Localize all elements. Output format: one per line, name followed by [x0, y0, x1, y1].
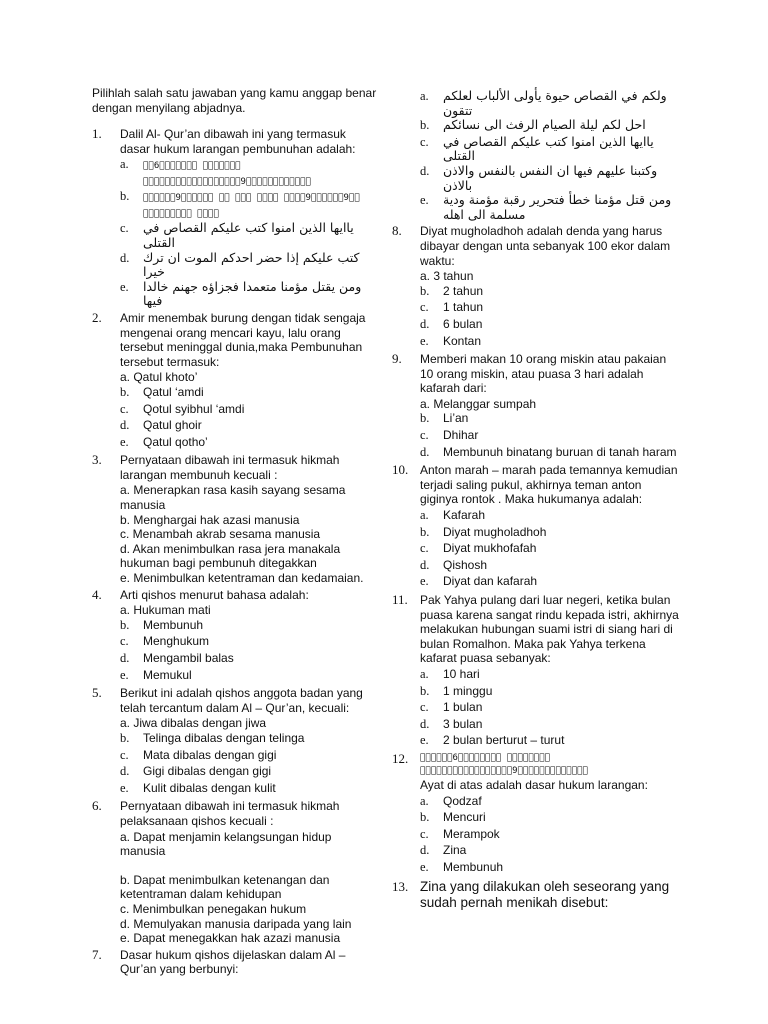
option-letter: a. — [420, 666, 429, 681]
answer-option[interactable] — [120, 917, 378, 932]
question-text: Berikut ini adalah qishos anggota badan yang telah tercantum dalam Al – Qur’an, kecuali: — [120, 686, 363, 715]
option-text: e. Menimbulkan ketentraman dan kedamaian. — [120, 571, 364, 586]
option-letter: d. — [420, 163, 430, 178]
answer-option[interactable] — [120, 716, 378, 731]
option-letter: c. — [420, 428, 429, 443]
answer-option[interactable] — [420, 269, 682, 284]
question-number: 9. — [392, 351, 402, 367]
answer-option[interactable] — [420, 794, 682, 811]
option-letter: b. — [120, 617, 130, 632]
option-text: a. Jiwa dibalas dengan jiwa — [120, 716, 267, 731]
question-text: Amir menembak burung dengan tidak sengaja mengenai orang mencari kayu, lalu orang tersebut meninggal dunia,maka Pembunuhan tersebut termasuk: — [120, 310, 366, 369]
question-text: Anton marah – marah pada temannya kemudian terjadi saling pukul, akhirnya teman anton giginya rontok . Maka hukumanya adalah: — [420, 463, 678, 507]
option-text: Kontan — [443, 333, 482, 348]
option-text: 2 tahun — [443, 283, 484, 298]
option-letter: b. — [420, 283, 430, 298]
option-text: Gigi dibalas dengan gigi — [143, 764, 272, 779]
option-letter: c. — [420, 826, 429, 841]
answer-option[interactable] — [120, 418, 378, 435]
answer-option[interactable] — [420, 684, 682, 701]
option-text: b. Dapat menimbulkan ketenangan dan ketentraman dalam kehidupan — [120, 872, 330, 902]
answer-options — [420, 794, 682, 877]
option-text: 6 bulan — [443, 316, 483, 331]
question-text: Pak Yahya pulang dari luar negeri, ketika bulan puasa karena sangat rindu kepada istri, akhirnya melakukan hubungan suami istri di siang hari di bulan Romalhon. Maka pak Yahya terkena kafarat puasa sebanyak: — [420, 593, 679, 666]
option-text: Diyat mugholadhoh — [443, 524, 547, 539]
question-number: 13. — [392, 878, 409, 894]
answer-option[interactable] — [420, 164, 682, 193]
option-text: Merampok — [443, 826, 500, 841]
answer-option[interactable] — [420, 843, 682, 860]
option-letter: d. — [420, 444, 430, 459]
instructions: Pilihlah salah satu jawaban yang kamu anggap benar dengan menyilang abjadnya. — [92, 86, 377, 115]
option-letter: d. — [120, 250, 130, 265]
answer-option[interactable] — [120, 668, 378, 685]
option-text: Zina — [443, 843, 467, 858]
answer-option[interactable] — [420, 541, 682, 558]
question-text: Dasar hukum qishos dijelaskan dalam Al – Qur’an yang berbunyi: — [120, 947, 346, 977]
answer-option[interactable] — [120, 731, 378, 748]
option-letter: e. — [120, 780, 129, 795]
answer-option[interactable] — [420, 717, 682, 734]
option-letter: c. — [120, 401, 129, 416]
option-text: Qodzaf — [443, 793, 482, 808]
option-text: 10 hari — [443, 666, 480, 681]
option-letter: a. — [120, 157, 129, 172]
answer-option[interactable] — [120, 280, 378, 309]
question-2 — [92, 311, 378, 451]
answer-option[interactable] — [420, 860, 682, 877]
answer-option[interactable] — [420, 411, 682, 428]
option-letter: e. — [420, 193, 429, 208]
answer-option[interactable] — [420, 810, 682, 827]
option-text: 2 bulan berturut – turut — [443, 733, 565, 748]
option-letter: b. — [420, 118, 430, 133]
option-letter: b. — [420, 411, 430, 426]
answer-option[interactable] — [420, 317, 682, 334]
answer-option[interactable] — [120, 483, 378, 512]
answer-options — [420, 667, 682, 750]
answer-option[interactable] — [120, 781, 378, 798]
answer-option[interactable] — [120, 370, 378, 385]
option-text: c. Menambah akrab sesama manusia — [120, 527, 321, 542]
answer-option[interactable] — [120, 618, 378, 635]
option-text: c. Menimbulkan penegakan hukum — [120, 901, 307, 916]
option-letter: b. — [120, 384, 130, 399]
answer-option[interactable] — [420, 334, 682, 351]
question-7 — [92, 948, 378, 977]
option-letter: b. — [420, 524, 430, 539]
answer-option[interactable] — [420, 300, 682, 317]
option-text: a. Qatul khoto’ — [120, 370, 198, 385]
right-column — [392, 88, 682, 914]
option-text: ياايها الذين امنوا كتب عليكم القصاص في القتلى — [143, 220, 354, 250]
option-letter: d. — [420, 716, 430, 731]
answer-option[interactable] — [120, 189, 378, 221]
question-text: Pernyataan dibawah ini termasuk hikmah larangan membunuh kecuali : — [120, 453, 340, 482]
option-text: Qatul qotho’ — [143, 434, 208, 449]
option-text: Memukul — [143, 667, 192, 682]
option-text: Dhihar — [443, 428, 479, 443]
option-letter: d. — [120, 418, 130, 433]
question-5 — [92, 686, 378, 797]
option-letter: c. — [120, 747, 129, 762]
left-question-list — [92, 127, 378, 977]
question-number: 8. — [392, 223, 402, 239]
question-text: Memberi makan 10 orang miskin atau pakaian 10 orang miskin, atau puasa 3 hari adalah kafarah dari: — [420, 352, 667, 396]
answer-option[interactable] — [420, 667, 682, 684]
option-text: Qishosh — [443, 557, 488, 572]
option-letter: e. — [420, 574, 429, 589]
option-letter: c. — [120, 221, 129, 236]
answer-option[interactable] — [120, 764, 378, 781]
question-number: 12. — [392, 750, 409, 766]
option-text: ومن يقتل مؤمنا متعمدا فجزاؤه جهنم خالدا فيها — [143, 278, 362, 309]
answer-option[interactable] — [420, 135, 682, 164]
option-text: a. Dapat menjamin kelangsungan hidup manusia — [120, 829, 332, 859]
right-question-list — [392, 89, 682, 912]
option-text: Menghukum — [143, 634, 210, 649]
answer-options — [420, 397, 682, 461]
answer-option[interactable] — [120, 402, 378, 419]
answer-option[interactable] — [120, 527, 378, 542]
question-3 — [92, 453, 378, 585]
option-text: Telinga dibalas dengan telinga — [143, 730, 305, 745]
option-text: Membunuh binatang buruan di tanah haram — [443, 444, 677, 459]
option-letter: e. — [120, 279, 129, 294]
option-letter: c. — [120, 634, 129, 649]
option-letter: d. — [420, 316, 430, 331]
question-number: 7. — [92, 946, 102, 962]
option-letter: b. — [420, 683, 430, 698]
question-number: 5. — [92, 685, 102, 701]
option-text: 1 minggu — [443, 683, 493, 698]
option-text: ومن قتل مؤمنا خطأ فتحرير رقبة مؤمنة ودية مسلمة الى اهله — [443, 192, 672, 222]
question-12 — [392, 752, 682, 877]
question-4 — [92, 588, 378, 685]
option-text: 1 bulan — [443, 700, 483, 715]
question-text: Dalil Al- Qur’an dibawah ini yang termasuk dasar hukum larangan pembunuhan adalah: — [120, 127, 356, 156]
option-text: Mata dibalas dengan gigi — [143, 747, 277, 762]
answer-option[interactable] — [120, 221, 378, 250]
question-cont — [392, 89, 682, 222]
answer-option[interactable] — [420, 733, 682, 750]
left-column — [92, 86, 378, 979]
answer-option[interactable] — [120, 385, 378, 402]
option-text: ولكم في القصاص حيوة يأولى الألباب لعلكم تتقون — [443, 88, 667, 118]
answer-option[interactable] — [120, 634, 378, 651]
question-13 — [392, 879, 682, 912]
option-text: Li’an — [443, 411, 469, 426]
option-text: 1 tahun — [443, 300, 484, 315]
option-text: ياايها الذين امنوا كتب عليكم القصاص في القتلى — [443, 133, 654, 164]
option-letter: c. — [420, 300, 429, 315]
question-8 — [392, 224, 682, 350]
answer-option[interactable] — [420, 284, 682, 301]
answer-options — [120, 830, 378, 946]
option-letter: d. — [420, 557, 430, 572]
option-letter: c. — [420, 541, 429, 556]
question-text: Pernyataan dibawah ini termasuk hikmah pelaksanaan qishos kecuali : — [120, 799, 340, 828]
answer-option[interactable] — [420, 700, 682, 717]
answer-option[interactable] — [120, 651, 378, 668]
option-text: Qatul ghoir — [143, 418, 202, 433]
answer-option[interactable] — [420, 558, 682, 575]
option-letter: a. — [420, 508, 429, 523]
option-text: كتب عليكم إذا حضر احدكم الموت ان ترك خيرا — [143, 249, 360, 280]
question-number: 10. — [392, 462, 409, 478]
question-number: 4. — [92, 586, 102, 602]
question-text-followup: Ayat di atas adalah dasar hukum larangan: — [420, 777, 648, 792]
option-text: Kulit dibalas dengan kulit — [143, 780, 276, 795]
answer-option[interactable] — [120, 157, 378, 189]
question-text: 󰀁󰀁󰀁󰀁󰀁󰀁6󰀁󰀁󰀁󰀁󰀁󰀁󰀁󰀁 󰀁󰀁󰀁󰀁󰀁󰀁󰀁󰀁 󰀁󰀁󰀁󰀁󰀁󰀁󰀁󰀁󰀁󰀁󰀁󰀁󰀁󰀁󰀁󰀁󰀁9󰀁󰀁󰀁󰀁󰀁󰀁󰀁󰀁󰀁󰀁󰀁󰀁󰀁 — [420, 752, 588, 776]
option-text: a. Melanggar sumpah — [420, 396, 537, 411]
question-number: 3. — [92, 452, 102, 468]
question-number: 6. — [92, 798, 102, 814]
option-letter: d. — [120, 764, 130, 779]
answer-option[interactable] — [420, 118, 682, 135]
question-9 — [392, 352, 682, 461]
question-11 — [392, 593, 682, 750]
question-text: Zina yang dilakukan oleh seseorang yang sudah pernah menikah disebut: — [420, 878, 670, 910]
option-text: Diyat mukhofafah — [443, 541, 537, 556]
option-text: احل لكم ليلة الصيام الرفث الى نسائكم — [443, 117, 646, 133]
answer-options — [120, 716, 378, 797]
option-letter: e. — [420, 733, 429, 748]
answer-option[interactable] — [120, 571, 378, 586]
question-10 — [392, 463, 682, 591]
option-letter: d. — [420, 843, 430, 858]
answer-option[interactable] — [120, 748, 378, 765]
answer-option[interactable] — [420, 397, 682, 412]
answer-option[interactable] — [120, 902, 378, 917]
option-text: Mencuri — [443, 810, 486, 825]
option-letter: b. — [120, 189, 130, 204]
spacer — [120, 859, 378, 873]
answer-options — [420, 89, 682, 222]
answer-option[interactable] — [120, 873, 378, 902]
answer-option[interactable] — [420, 508, 682, 525]
answer-option[interactable] — [420, 574, 682, 591]
option-text: a. Menerapkan rasa kasih sayang sesama manusia — [120, 483, 346, 513]
answer-option[interactable] — [420, 89, 682, 118]
option-text: Qotul syibhul ‘amdi — [143, 401, 245, 416]
option-letter: c. — [420, 700, 429, 715]
option-letter: e. — [120, 667, 129, 682]
answer-option[interactable] — [120, 931, 378, 946]
option-text: Kafarah — [443, 508, 486, 523]
question-6 — [92, 799, 378, 945]
answer-options — [120, 483, 378, 585]
option-text: Qatul ‘amdi — [143, 384, 204, 399]
option-letter: a. — [420, 89, 429, 103]
answer-option[interactable] — [420, 525, 682, 542]
question-number: 1. — [92, 126, 102, 142]
option-text: Membunuh — [143, 617, 204, 632]
option-letter: e. — [120, 434, 129, 449]
option-text: a. 3 tahun — [420, 269, 474, 284]
answer-option[interactable] — [120, 251, 378, 280]
answer-options — [120, 370, 378, 451]
answer-options — [420, 269, 682, 350]
option-letter: b. — [420, 810, 430, 825]
option-letter: d. — [120, 651, 130, 665]
option-text: وكتبنا عليهم فيها ان النفس بالنفس والاذن بالاذن — [443, 162, 658, 193]
answer-option[interactable] — [420, 445, 682, 462]
option-text: Mengambil balas — [143, 651, 234, 665]
question-1 — [92, 127, 378, 309]
answer-option[interactable] — [120, 542, 378, 571]
option-letter: e. — [420, 859, 429, 874]
option-text: d. Memulyakan manusia daripada yang lain — [120, 916, 352, 931]
option-text: e. Dapat menegakkan hak azazi manusia — [120, 931, 341, 946]
answer-options — [120, 603, 378, 684]
option-text: 󰀁󰀁6󰀁󰀁󰀁󰀁󰀁󰀁󰀁 󰀁󰀁󰀁󰀁󰀁󰀁󰀁 󰀁󰀁󰀁󰀁󰀁󰀁󰀁󰀁󰀁󰀁󰀁󰀁󰀁󰀁󰀁󰀁󰀁󰀁9󰀁󰀁󰀁󰀁󰀁󰀁󰀁󰀁󰀁󰀁󰀁󰀁 — [143, 161, 311, 188]
option-letter: c. — [420, 134, 429, 149]
answer-option[interactable] — [120, 603, 378, 618]
answer-option[interactable] — [420, 193, 682, 222]
question-text: Diyat mugholadhoh adalah denda yang harus dibayar dengan unta sebanyak 100 ekor dalam waktu: — [420, 224, 671, 268]
option-letter: e. — [420, 333, 429, 348]
option-letter: a. — [420, 793, 429, 808]
answer-option[interactable] — [420, 827, 682, 844]
option-letter: b. — [120, 730, 130, 745]
option-text: Membunuh — [443, 859, 504, 874]
option-text: d. Akan menimbulkan rasa jera manakala hukuman bagi pembunuh ditegakkan — [120, 541, 341, 571]
option-text: a. Hukuman mati — [120, 603, 211, 618]
question-number: 2. — [92, 309, 102, 325]
answer-option[interactable] — [120, 435, 378, 452]
answer-options — [120, 157, 378, 309]
answer-option[interactable] — [420, 428, 682, 445]
option-text: b. Menghargai hak azasi manusia — [120, 512, 300, 527]
question-number: 11. — [392, 592, 408, 607]
question-text: Arti qishos menurut bahasa adalah: — [120, 587, 309, 602]
answer-option[interactable] — [120, 513, 378, 528]
option-text: 3 bulan — [443, 716, 483, 731]
option-text: Diyat dan kafarah — [443, 574, 538, 589]
option-text: 󰀁󰀁󰀁󰀁󰀁󰀁9󰀁󰀁󰀁󰀁󰀁󰀁 󰀁󰀁 󰀁󰀁󰀁 󰀁󰀁󰀁󰀁 󰀁󰀁󰀁󰀁9󰀁󰀁󰀁󰀁󰀁󰀁9󰀁󰀁 󰀁󰀁󰀁󰀁󰀁󰀁󰀁󰀁󰀁 󰀁󰀁󰀁󰀁 — [143, 193, 360, 220]
answer-options — [420, 508, 682, 591]
answer-option[interactable] — [120, 830, 378, 859]
